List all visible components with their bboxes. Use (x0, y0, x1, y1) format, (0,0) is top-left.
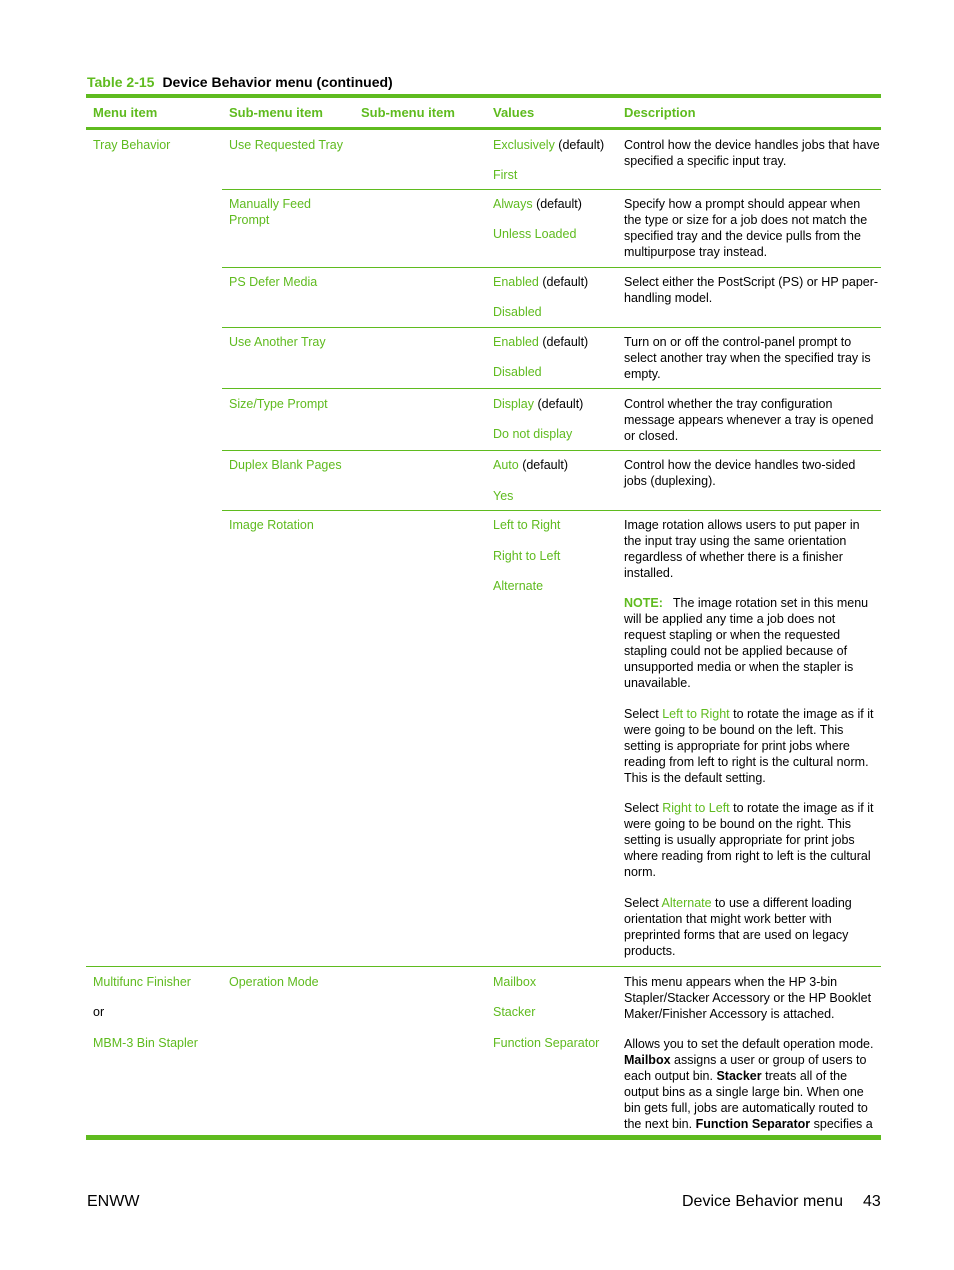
footer-left: ENWW (87, 1193, 140, 1210)
row-separator (222, 450, 881, 451)
sub-operation-mode[interactable]: Operation Mode (229, 975, 319, 989)
default-label: (default) (538, 335, 589, 349)
value-first[interactable]: First (493, 168, 518, 182)
note (624, 595, 880, 691)
text: Select (624, 707, 659, 721)
default-label: (default) (532, 197, 582, 211)
sub-duplex-blank-pages[interactable]: Duplex Blank Pages (229, 458, 342, 472)
note-text: The image rotation set in this menu will be applied any time a job does not request stapling or when the requested stapling could not be applied because of unsupported media or when the stapler is unavailable. (624, 596, 869, 690)
menu-item-tray-behavior[interactable]: Tray Behavior (93, 138, 171, 152)
value-unless-loaded[interactable]: Unless Loaded (493, 227, 577, 241)
text: specifies a (810, 1117, 873, 1131)
header-description: Description (624, 105, 696, 120)
description: Control how the device handles jobs that have specified a specific input tray. (624, 138, 880, 168)
menu-item-multifunc-finisher[interactable]: Multifunc Finisher (93, 975, 191, 989)
bold-term: Function Separator (695, 1117, 811, 1131)
description: Control whether the tray configuration message appears whenever a tray is opened or closed. (624, 397, 874, 443)
value-alternate[interactable]: Alternate (493, 579, 544, 593)
page-number: 43 (863, 1193, 881, 1210)
link-alternate[interactable]: Alternate (661, 896, 712, 910)
link-left-to-right[interactable]: Left to Right (662, 707, 730, 721)
description: Select either the PostScript (PS) or HP paper-handling model. (624, 275, 879, 305)
table-top-rule (86, 94, 881, 98)
text: treats all of the output bins as a single large bin. When one bin gets full, jobs are automatically routed to the next bin. (624, 1069, 868, 1131)
text: to use a different loading orientation that might work better with preprinted forms that are used on legacy products. (624, 896, 852, 958)
value-enabled[interactable]: Enabled (493, 275, 539, 289)
value-row (493, 396, 583, 412)
table-title: Device Behavior menu (continued) (162, 74, 393, 90)
row-separator (222, 510, 881, 511)
value-auto[interactable]: Auto (493, 458, 519, 472)
image-rotation-description (624, 517, 880, 959)
row-separator (222, 327, 881, 328)
link-right-to-left[interactable]: Right to Left (662, 801, 730, 815)
sub-manually-feed-prompt[interactable]: Manually Feed Prompt (229, 197, 311, 227)
row-separator (222, 388, 881, 389)
value-exclusively[interactable]: Exclusively (493, 138, 555, 152)
value-stacker[interactable]: Stacker (493, 1005, 536, 1019)
value-disabled[interactable]: Disabled (493, 365, 542, 379)
text: Select (624, 896, 659, 910)
value-row (493, 334, 588, 350)
header-sub-menu-item-2: Sub-menu item (361, 105, 455, 120)
value-display[interactable]: Display (493, 397, 534, 411)
header-menu-item: Menu item (93, 105, 158, 120)
value-right-to-left[interactable]: Right to Left (493, 549, 561, 563)
note-label: NOTE: (624, 596, 663, 610)
default-label: (default) (518, 458, 569, 472)
text: Allows you to set the default operation mode. (624, 1037, 874, 1051)
text: Select (624, 801, 659, 815)
value-row (493, 457, 568, 473)
sub-use-another-tray[interactable]: Use Another Tray (229, 335, 326, 349)
sub-use-requested-tray[interactable]: Use Requested Tray (229, 138, 343, 152)
or-label: or (93, 1005, 105, 1019)
table-caption (87, 74, 393, 90)
sub-image-rotation[interactable]: Image Rotation (229, 518, 314, 532)
row-separator (222, 189, 881, 190)
paragraph (624, 895, 880, 959)
value-function-separator[interactable]: Function Separator (493, 1036, 600, 1050)
text: to rotate the image as if it were going to be bound on the left. This setting is appropriate for print jobs where reading from left to right is the cultural norm. This is the default setting. (624, 707, 874, 785)
default-label: (default) (554, 138, 605, 152)
row-separator (222, 267, 881, 268)
finisher-description (624, 974, 880, 1132)
paragraph: This menu appears when the HP 3-bin Stapler/Stacker Accessory or the HP Booklet Maker/Finisher Accessory is attached. (624, 975, 872, 1021)
table-bottom-rule (86, 1135, 881, 1140)
header-sub-menu-item-1: Sub-menu item (229, 105, 323, 120)
value-row (493, 196, 582, 212)
bold-term: Stacker (716, 1069, 762, 1083)
paragraph: Image rotation allows users to put paper in the input tray using the same orientation regardless of whether there is a finisher installed. (624, 518, 860, 580)
header-rule (86, 127, 881, 130)
text: to rotate the image as if it were going to be bound on the right. This setting is usually appropriate for print jobs where reading from right to left is the cultural norm. (624, 801, 874, 879)
description: Control how the device handles two-sided jobs (duplexing). (624, 458, 856, 488)
value-left-to-right[interactable]: Left to Right (493, 518, 561, 532)
value-row (493, 137, 604, 153)
value-disabled[interactable]: Disabled (493, 305, 542, 319)
value-do-not-display[interactable]: Do not display (493, 427, 573, 441)
description: Specify how a prompt should appear when the type or size for a job does not match the specified tray and the device pulls from the multipurpose tray instead. (624, 197, 868, 259)
text: assigns a user or group of users to each output bin. (624, 1053, 867, 1083)
default-label: (default) (538, 275, 589, 289)
menu-item-mbm-3-bin-stapler[interactable]: MBM-3 Bin Stapler (93, 1036, 198, 1050)
bold-term: Mailbox (624, 1053, 671, 1067)
sub-ps-defer-media[interactable]: PS Defer Media (229, 275, 318, 289)
row-separator (86, 966, 881, 967)
value-row (493, 274, 588, 290)
value-enabled[interactable]: Enabled (493, 335, 539, 349)
value-mailbox[interactable]: Mailbox (493, 975, 537, 989)
default-label: (default) (534, 397, 584, 411)
value-yes[interactable]: Yes (493, 489, 514, 503)
footer-section-title: Device Behavior menu (682, 1193, 843, 1210)
sub-size-type-prompt[interactable]: Size/Type Prompt (229, 397, 328, 411)
paragraph (624, 706, 880, 786)
description: Turn on or off the control-panel prompt to select another tray when the specified tray is empty. (624, 335, 871, 381)
paragraph (624, 800, 880, 880)
table-number: Table 2-15 (87, 74, 155, 90)
header-values: Values (493, 105, 535, 120)
paragraph (624, 1036, 880, 1132)
value-always[interactable]: Always (493, 197, 533, 211)
